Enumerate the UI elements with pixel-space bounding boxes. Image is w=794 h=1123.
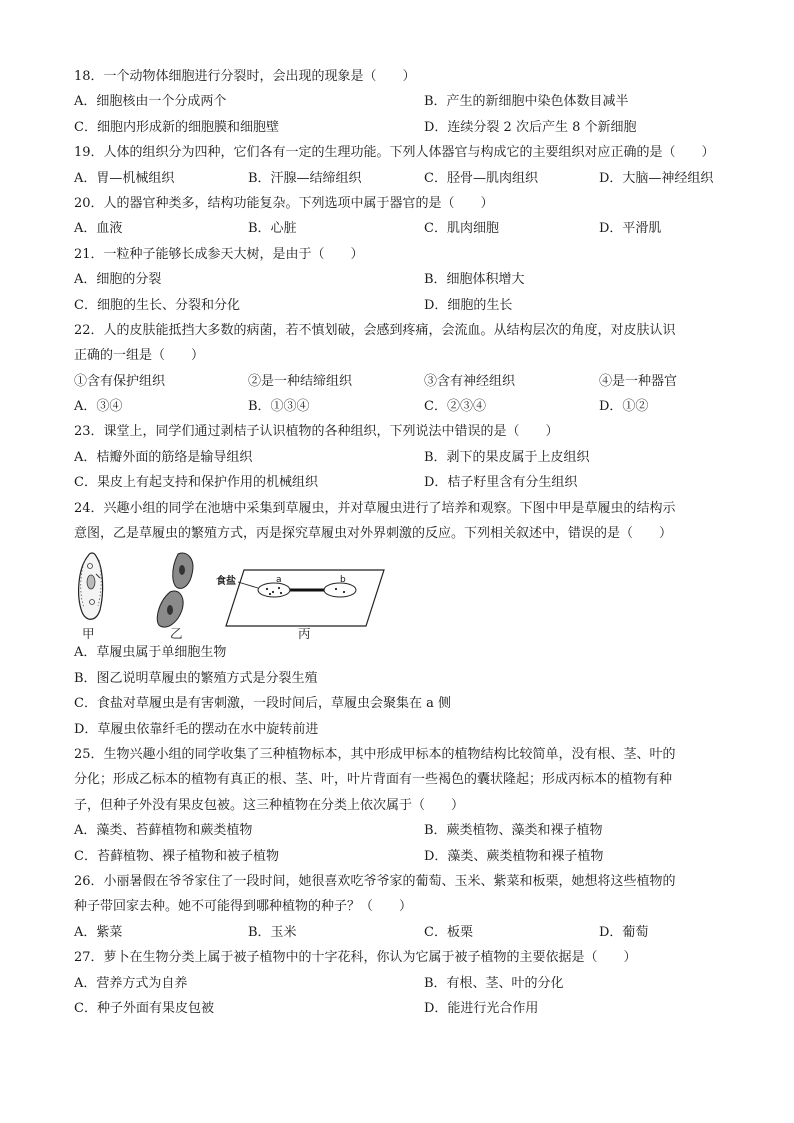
statement: ③含有神经组织 bbox=[424, 373, 516, 389]
question-stem: 意图，乙是草履虫的繁殖方式，丙是探究草履虫对外界刺激的反应。下列相关叙述中，错误的是（ ） bbox=[74, 526, 673, 542]
answer-option: D．①② bbox=[599, 399, 649, 415]
question-stem: 20．人的器官种类多，结构功能复杂。下列选项中属于器官的是（ ） bbox=[74, 195, 494, 211]
answer-option: C．板栗 bbox=[424, 924, 473, 940]
question-block bbox=[74, 742, 724, 869]
answer-option: D．草履虫依靠纤毛的摆动在水中旋转前进 bbox=[74, 721, 319, 737]
culture-drop-b bbox=[324, 583, 356, 597]
question-stem: 19．人体的组织分为四种，它们各有一定的生理功能。下列人体器官与构成它的主要组织对应正确的是（ ） bbox=[74, 145, 715, 161]
answer-option: C．胫骨—肌肉组织 bbox=[424, 170, 538, 186]
salt-label: 食盐 bbox=[216, 576, 236, 588]
paramecium-dot bbox=[272, 591, 274, 593]
statement-row bbox=[74, 369, 724, 394]
statement: ②是一种结缔组织 bbox=[248, 373, 353, 389]
culture-drop-a bbox=[258, 583, 290, 597]
nucleus bbox=[87, 575, 95, 589]
option-row bbox=[74, 844, 724, 869]
answer-option: C．肌肉细胞 bbox=[424, 221, 499, 237]
glass-slide bbox=[226, 570, 384, 626]
figure-label-bing: 丙 bbox=[298, 626, 311, 642]
answer-option: C．细胞内形成新的细胞膜和细胞壁 bbox=[74, 119, 279, 135]
question-block bbox=[74, 496, 724, 742]
option-row bbox=[74, 394, 724, 419]
paramecium-figure bbox=[74, 548, 404, 640]
option-row bbox=[74, 115, 724, 140]
option-row bbox=[74, 293, 724, 318]
paramecium-dot bbox=[343, 591, 345, 593]
option-row bbox=[74, 920, 724, 945]
answer-option: D．藻类、蕨类植物和裸子植物 bbox=[424, 848, 604, 864]
answer-option: D．平滑肌 bbox=[599, 221, 662, 237]
statement: ①含有保护组织 bbox=[74, 373, 166, 389]
statement: ④是一种器官 bbox=[599, 373, 678, 389]
answer-option: A．紫菜 bbox=[74, 924, 123, 940]
question-stem: 子，但种子外没有果皮包被。这三种植物在分类上依次属于（ ） bbox=[74, 797, 465, 813]
option-row bbox=[74, 470, 724, 495]
answer-option: D．连续分裂 2 次后产生 8 个新细胞 bbox=[424, 119, 637, 135]
answer-option: A．③④ bbox=[74, 399, 123, 415]
answer-option: A．细胞核由一个分成两个 bbox=[74, 94, 227, 110]
option-row bbox=[74, 818, 724, 843]
paramecium-dot bbox=[266, 588, 268, 590]
paramecium-dot bbox=[280, 592, 282, 594]
question-block bbox=[74, 869, 724, 945]
nucleus bbox=[167, 605, 173, 615]
answer-option: B．细胞体积增大 bbox=[424, 272, 525, 288]
question-block bbox=[74, 64, 724, 140]
drop-b-label: b bbox=[340, 575, 346, 586]
answer-option: A．营养方式为自养 bbox=[74, 975, 188, 991]
question-block bbox=[74, 242, 724, 318]
question-stem: 种子带回家去种。她不可能得到哪种植物的种子？（ ） bbox=[74, 899, 413, 915]
option-row bbox=[74, 166, 724, 191]
answer-option: B．心脏 bbox=[248, 221, 297, 237]
answer-option: C．苔藓植物、裸子植物和被子植物 bbox=[74, 848, 279, 864]
answer-option: C．②③④ bbox=[424, 399, 486, 415]
question-block bbox=[74, 140, 724, 191]
question-stem: 23．课堂上，同学们通过剥桔子认识植物的各种组织，下列说法中错误的是（ ） bbox=[74, 424, 559, 440]
answer-option: D．能进行光合作用 bbox=[424, 1000, 539, 1016]
question-stem: 27．萝卜在生物分类上属于被子植物中的十字花科，你认为它属于被子植物的主要依据是（ ） bbox=[74, 950, 637, 966]
answer-option: D．桔子籽里含有分生组织 bbox=[424, 475, 578, 491]
answer-option: A．桔瓣外面的筋络是输导组织 bbox=[74, 449, 253, 465]
answer-option: B．①③④ bbox=[248, 399, 310, 415]
option-row bbox=[74, 996, 724, 1021]
paramecium-dot bbox=[278, 587, 280, 589]
answer-option: D．大脑—神经组织 bbox=[599, 170, 714, 186]
answer-option: C．种子外面有果皮包被 bbox=[74, 1000, 214, 1016]
answer-option: D．细胞的生长 bbox=[424, 297, 513, 313]
option-row bbox=[74, 971, 724, 996]
question-stem: 26．小丽暑假在爷爷家住了一段时间，她很喜欢吃爷爷家的葡萄、玉米、紫菜和板栗，她想将这些植物的 bbox=[74, 873, 676, 889]
answer-option: B．汗腺—结缔组织 bbox=[248, 170, 362, 186]
answer-option: C．细胞的生长、分裂和分化 bbox=[74, 297, 240, 313]
paramecium-dot bbox=[269, 593, 271, 595]
question-block bbox=[74, 419, 724, 495]
answer-option: B．剥下的果皮属于上皮组织 bbox=[424, 449, 590, 465]
question-stem: 25．生物兴趣小组的同学收集了三种植物标本，其中形成甲标本的植物结构比较简单，没有根、茎、叶的 bbox=[74, 746, 676, 762]
question-figure bbox=[74, 548, 724, 640]
figure-label-jia: 甲 bbox=[82, 626, 95, 642]
answer-option: A．细胞的分裂 bbox=[74, 272, 162, 288]
nucleus bbox=[179, 565, 185, 575]
question-stem: 正确的一组是（ ） bbox=[74, 348, 205, 364]
answer-option: B．产生的新细胞中染色体数目减半 bbox=[424, 94, 629, 110]
answer-option: C．果皮上有起支持和保护作用的机械组织 bbox=[74, 475, 318, 491]
answer-option: A．血液 bbox=[74, 221, 123, 237]
option-row bbox=[74, 445, 724, 470]
drop-a-label: a bbox=[276, 575, 282, 586]
answer-option: B．蕨类植物、藻类和裸子植物 bbox=[424, 823, 603, 839]
question-stem: 22．人的皮肤能抵挡大多数的病菌，若不慎划破，会感到疼痛，会流血。从结构层次的角度，对皮肤认识 bbox=[74, 322, 676, 338]
question-stem: 21．一粒种子能够长成参天大树，是由于（ ） bbox=[74, 246, 364, 262]
answer-option: A．藻类、苔藓植物和蕨类植物 bbox=[74, 823, 253, 839]
answer-option: A．草履虫属于单细胞生物 bbox=[74, 645, 227, 661]
answer-option: D．葡萄 bbox=[599, 924, 649, 940]
paramecium-dot bbox=[335, 588, 337, 590]
question-block bbox=[74, 945, 724, 1021]
answer-option: B．图乙说明草履虫的繁殖方式是分裂生殖 bbox=[74, 670, 318, 686]
answer-option: A．胃—机械组织 bbox=[74, 170, 175, 186]
option-row bbox=[74, 89, 724, 114]
figure-label-yi: 乙 bbox=[170, 626, 183, 642]
question-stem: 18．一个动物体细胞进行分裂时，会出现的现象是（ ） bbox=[74, 69, 416, 84]
question-stem: 分化；形成乙标本的植物有真正的根、茎、叶，叶片背面有一些褐色的囊状隆起；形成丙标本的植物有种 bbox=[74, 772, 673, 788]
option-row bbox=[74, 216, 724, 241]
answer-option: C．食盐对草履虫是有害刺激，一段时间后，草履虫会聚集在 a 侧 bbox=[74, 696, 451, 712]
exam-page bbox=[74, 64, 724, 1021]
answer-option: B．有根、茎、叶的分化 bbox=[424, 975, 564, 991]
answer-option: B．玉米 bbox=[248, 924, 297, 940]
question-stem: 24．兴趣小组的同学在池塘中采集到草履虫，并对草履虫进行了培养和观察。下图中甲是草履虫的结构示 bbox=[74, 500, 676, 516]
option-row bbox=[74, 267, 724, 292]
question-block bbox=[74, 318, 724, 420]
question-block bbox=[74, 191, 724, 242]
